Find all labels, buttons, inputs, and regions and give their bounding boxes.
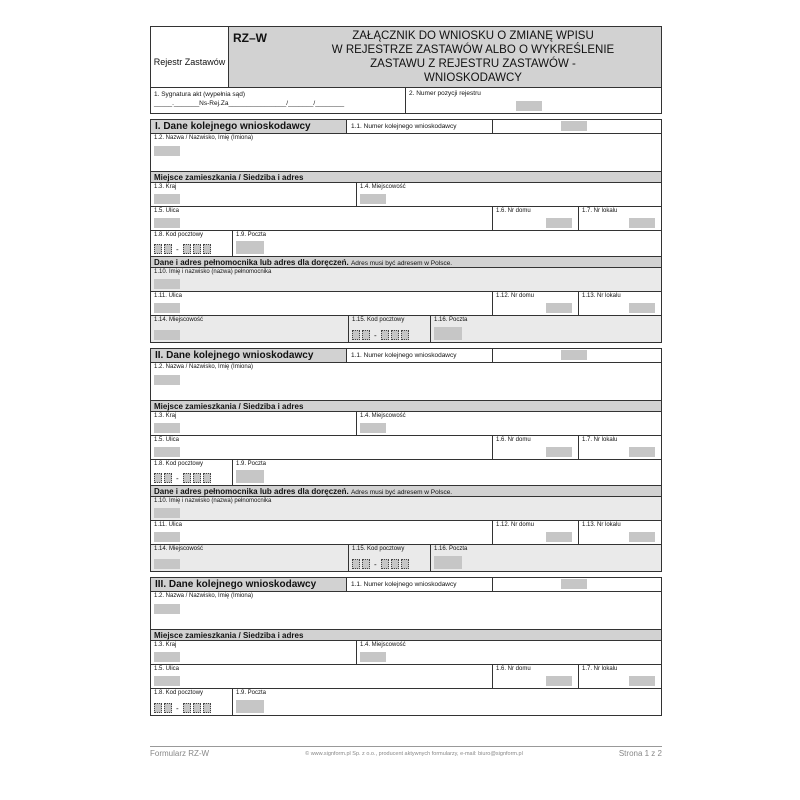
street-field[interactable]: [154, 218, 180, 228]
proxy-street-label: 1.11. Ulica: [154, 522, 182, 528]
proxy-house-label: 1.12. Nr domu: [496, 522, 535, 528]
proxy-house-field[interactable]: [546, 303, 572, 313]
proxy-postcode-label: 1.15. Kod pocztowy: [352, 546, 405, 552]
street-label: 1.5. Ulica: [154, 437, 180, 443]
residence-band: Miejsce zamieszkania / Siedziba i adres: [151, 630, 661, 641]
country-field[interactable]: [154, 652, 180, 662]
country-label: 1.3. Kraj: [154, 642, 177, 648]
postcode-label: 1.8. Kod pocztowy: [154, 232, 204, 238]
applicant-number-label: 1.1. Numer kolejnego wnioskodawcy: [347, 120, 493, 133]
post-field[interactable]: [236, 470, 264, 483]
residence-band: Miejsce zamieszkania / Siedziba i adres: [151, 401, 661, 412]
section-title: II. Dane kolejnego wnioskodawcy: [151, 349, 347, 362]
name-label: 1.2. Nazwa / Nazwisko, Imię (Imiona): [154, 593, 254, 599]
street-field[interactable]: [154, 676, 180, 686]
country-field[interactable]: [154, 194, 180, 204]
street-label: 1.5. Ulica: [154, 208, 180, 214]
postcode-field[interactable]: -: [154, 244, 211, 254]
country-label: 1.3. Kraj: [154, 413, 177, 419]
postcode-field[interactable]: -: [154, 473, 211, 483]
proxy-city-field[interactable]: [154, 559, 180, 569]
proxy-postcode-label: 1.15. Kod pocztowy: [352, 317, 405, 323]
flat-number-field[interactable]: [629, 218, 655, 228]
proxy-post-field[interactable]: [434, 327, 462, 340]
proxy-postcode-field[interactable]: -: [352, 330, 409, 340]
applicant-section: [150, 348, 662, 572]
flat-number-label: 1.7. Nr lokalu: [582, 208, 618, 214]
proxy-name-label: 1.10. Imię i nazwisko (nazwa) pełnomocnika: [154, 498, 272, 504]
proxy-band: [151, 257, 661, 268]
proxy-post-field[interactable]: [434, 556, 462, 569]
proxy-flat-field[interactable]: [629, 303, 655, 313]
city-label: 1.4. Miejscowość: [360, 184, 406, 190]
applicant-number-label: 1.1. Numer kolejnego wnioskodawcy: [347, 349, 493, 362]
applicant-number-label: 1.1. Numer kolejnego wnioskodawcy: [347, 578, 493, 591]
proxy-flat-field[interactable]: [629, 532, 655, 542]
proxy-street-field[interactable]: [154, 532, 180, 542]
proxy-band-title: Dane i adres pełnomocnika lub adres dla doręczeń.: [154, 487, 349, 496]
applicant-number-field[interactable]: [561, 121, 587, 131]
proxy-band-title: Dane i adres pełnomocnika lub adres dla doręczeń.: [154, 258, 349, 267]
name-field[interactable]: [154, 604, 180, 614]
proxy-band-note: Adres musi być adresem w Polsce.: [350, 260, 453, 267]
residence-band: Miejsce zamieszkania / Siedziba i adres: [151, 172, 661, 183]
page-footer: [150, 746, 662, 758]
form-page: [150, 26, 662, 716]
city-field[interactable]: [360, 652, 386, 662]
name-label: 1.2. Nazwa / Nazwisko, Imię (Imiona): [154, 364, 254, 370]
footer-copyright: © www.signform.pl Sp. z o.o., producent aktywnych formularzy, e-mail: biuro@signform.pl: [305, 750, 523, 757]
proxy-name-field[interactable]: [154, 508, 180, 518]
city-label: 1.4. Miejscowość: [360, 413, 406, 419]
post-label: 1.9. Poczta: [236, 461, 267, 467]
street-field[interactable]: [154, 447, 180, 457]
case-signature-line[interactable]: _____._______Ns-Rej.Za________________/_______/________: [154, 100, 345, 107]
flat-number-label: 1.7. Nr lokalu: [582, 437, 618, 443]
applicant-section: [150, 119, 662, 343]
flat-number-field[interactable]: [629, 447, 655, 457]
city-field[interactable]: [360, 423, 386, 433]
postcode-field[interactable]: -: [154, 703, 211, 713]
proxy-street-label: 1.11. Ulica: [154, 293, 182, 299]
postcode-label: 1.8. Kod pocztowy: [154, 690, 204, 696]
section-title: I. Dane kolejnego wnioskodawcy: [151, 120, 347, 133]
title-line: ZAŁĄCZNIK DO WNIOSKU O ZMIANĘ WPISU: [352, 30, 594, 42]
title-line: W REJESTRZE ZASTAWÓW ALBO O WYKREŚLENIE: [331, 44, 615, 56]
city-field[interactable]: [360, 194, 386, 204]
case-signature-label: 1. Sygnatura akt (wypełnia sąd): [154, 91, 246, 98]
proxy-post-label: 1.16. Poczta: [434, 317, 468, 323]
house-number-label: 1.6. Nr domu: [496, 437, 531, 443]
footer-page-number: Strona 1 z 2: [618, 749, 662, 758]
form-header: [150, 26, 662, 88]
post-field[interactable]: [236, 241, 264, 254]
name-field[interactable]: [154, 146, 180, 156]
register-position-label: 2. Numer pozycji rejestru: [409, 90, 481, 97]
proxy-name-field[interactable]: [154, 279, 180, 289]
country-field[interactable]: [154, 423, 180, 433]
applicant-sections: [150, 119, 662, 716]
title-line: ZASTAWU Z REJESTRU ZASTAWÓW -: [370, 58, 576, 70]
city-label: 1.4. Miejscowość: [360, 642, 406, 648]
name-label: 1.2. Nazwa / Nazwisko, Imię (Imiona): [154, 135, 254, 141]
post-label: 1.9. Poczta: [236, 690, 267, 696]
proxy-house-field[interactable]: [546, 532, 572, 542]
house-number-field[interactable]: [546, 447, 572, 457]
house-number-field[interactable]: [546, 218, 572, 228]
form-title: [291, 29, 655, 85]
proxy-city-field[interactable]: [154, 330, 180, 340]
applicant-number-field[interactable]: [561, 579, 587, 589]
proxy-house-label: 1.12. Nr domu: [496, 293, 535, 299]
flat-number-label: 1.7. Nr lokalu: [582, 666, 618, 672]
name-field[interactable]: [154, 375, 180, 385]
proxy-flat-label: 1.13. Nr lokalu: [582, 293, 621, 299]
proxy-post-label: 1.16. Poczta: [434, 546, 468, 552]
title-line: WNIOSKODAWCY: [424, 72, 522, 84]
case-signature-cell: [151, 88, 406, 113]
footer-form-name: Formularz RZ-W: [150, 749, 210, 758]
house-number-field[interactable]: [546, 676, 572, 686]
title-box: [229, 27, 661, 87]
form-code: RZ–W: [233, 31, 267, 45]
proxy-city-label: 1.14. Miejscowość: [154, 317, 204, 323]
proxy-city-label: 1.14. Miejscowość: [154, 546, 204, 552]
register-position-field[interactable]: [516, 101, 542, 111]
street-label: 1.5. Ulica: [154, 666, 180, 672]
house-number-label: 1.6. Nr domu: [496, 666, 531, 672]
flat-number-field[interactable]: [629, 676, 655, 686]
post-label: 1.9. Poczta: [236, 232, 267, 238]
proxy-name-label: 1.10. Imię i nazwisko (nazwa) pełnomocnika: [154, 269, 272, 275]
section-title: III. Dane kolejnego wnioskodawcy: [151, 578, 347, 591]
register-position-cell: [406, 88, 661, 113]
country-label: 1.3. Kraj: [154, 184, 177, 190]
post-field[interactable]: [236, 700, 264, 713]
proxy-band-note: Adres musi być adresem w Polsce.: [350, 489, 453, 496]
proxy-flat-label: 1.13. Nr lokalu: [582, 522, 621, 528]
proxy-band: [151, 486, 661, 497]
postcode-label: 1.8. Kod pocztowy: [154, 461, 204, 467]
registry-label: Rejestr Zastawów: [151, 27, 229, 87]
applicant-number-field[interactable]: [561, 350, 587, 360]
proxy-postcode-field[interactable]: -: [352, 559, 409, 569]
proxy-street-field[interactable]: [154, 303, 180, 313]
applicant-section: [150, 577, 662, 716]
house-number-label: 1.6. Nr domu: [496, 208, 531, 214]
signature-row: [150, 88, 662, 114]
